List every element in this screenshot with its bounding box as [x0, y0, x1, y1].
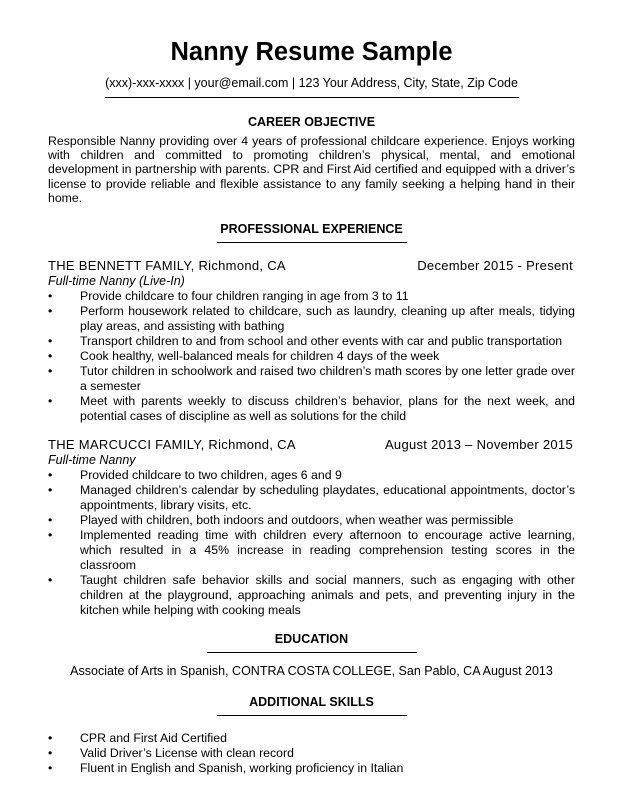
- skills-divider: [217, 715, 407, 716]
- job-dates: August 2013 – November 2015: [384, 437, 573, 453]
- list-item: [48, 573, 575, 618]
- bullet-icon: •: [48, 468, 53, 483]
- list-item: [48, 468, 575, 483]
- job-employer: THE BENNETT FAMILY, Richmond, CA: [48, 258, 286, 274]
- page-title: Nanny Resume Sample: [170, 38, 453, 66]
- job-bullets: [48, 289, 575, 424]
- bullet-text: Taught children safe behavior skills and social manners, such as engaging with other children at the playground, approaching animals and pets, and preventing injury in the kitchen while helping with cooking meals: [80, 573, 575, 618]
- bullet-icon: •: [48, 364, 53, 379]
- list-item: [48, 528, 575, 573]
- job-dates: December 2015 - Present: [417, 258, 573, 274]
- list-item: [48, 513, 575, 528]
- list-item: [48, 364, 575, 394]
- bullet-text: Perform housework related to childcare, such as laundry, cleaning up after meals, tidying play areas, and assisting with bathing: [80, 304, 575, 334]
- bullet-icon: •: [48, 349, 53, 364]
- bullet-icon: •: [48, 761, 53, 776]
- bullet-text: Transport children to and from school and other events with car and public transportation: [80, 334, 563, 349]
- list-item: [48, 289, 575, 304]
- job-title: Full-time Nanny: [48, 453, 136, 468]
- bullet-icon: •: [48, 483, 53, 498]
- bullet-icon: •: [48, 513, 53, 528]
- skill-text: Fluent in English and Spanish, working proficiency in Italian: [80, 761, 404, 776]
- bullet-text: Cook healthy, well-balanced meals for children 4 days of the week: [80, 349, 440, 364]
- bullet-icon: •: [48, 289, 53, 304]
- objective-heading: CAREER OBJECTIVE: [247, 115, 376, 129]
- bullet-text: Meet with parents weekly to discuss children’s behavior, plans for the next week, and potential cases of discipline as well as solutions for the child: [80, 394, 575, 424]
- job-entry-marcucci: [48, 437, 575, 618]
- objective-text: Responsible Nanny providing over 4 years of professional childcare experience. Enjoys working with children and committed to promoting children’s physical, mental, and emotional development in partnership with parents. CPR and First Aid certified and equipped with a driver’s license to provide reliable and flexible assistance to any family seeking a helping hand in their home.: [48, 134, 575, 205]
- job-title: Full-time Nanny (Live-In): [48, 274, 185, 289]
- job-header: [48, 437, 575, 453]
- bullet-icon: •: [48, 304, 53, 319]
- bullet-icon: •: [48, 334, 53, 349]
- list-item: [48, 394, 575, 424]
- education-heading: EDUCATION: [274, 632, 349, 647]
- experience-heading: PROFESSIONAL EXPERIENCE: [220, 222, 403, 237]
- job-bullets: [48, 468, 575, 618]
- list-item: [48, 761, 575, 776]
- job-header: [48, 258, 575, 274]
- job-entry-bennett: [48, 258, 575, 424]
- bullet-text: Implemented reading time with children every afternoon to encourage active learning, which resulted in a 45% increase in reading comprehension testing scores in the classroom: [80, 528, 575, 573]
- bullet-text: Tutor children in schoolwork and raised two children’s math scores by one letter grade over a semester: [80, 364, 575, 394]
- list-item: [48, 349, 575, 364]
- bullet-icon: •: [48, 573, 53, 588]
- bullet-text: Managed children’s calendar by scheduling playdates, educational appointments, doctor’s appointments, library visits, etc.: [80, 483, 575, 513]
- bullet-text: Played with children, both indoors and outdoors, when weather was permissible: [80, 513, 514, 528]
- list-item: [48, 731, 575, 746]
- experience-divider: [217, 242, 407, 243]
- list-item: [48, 304, 575, 334]
- header-divider: [105, 97, 519, 98]
- list-item: [48, 746, 575, 761]
- skill-text: CPR and First Aid Certified: [80, 731, 227, 746]
- skills-list: [48, 731, 575, 776]
- list-item: [48, 483, 575, 513]
- skill-text: Valid Driver’s License with clean record: [80, 746, 294, 761]
- contact-line: (xxx)-xxx-xxxx | your@email.com | 123 Your Address, City, State, Zip Code: [105, 76, 518, 90]
- job-employer: THE MARCUCCI FAMILY, Richmond, CA: [48, 437, 296, 453]
- education-divider: [207, 652, 417, 653]
- bullet-text: Provide childcare to four children ranging in age from 3 to 11: [80, 289, 409, 304]
- bullet-icon: •: [48, 528, 53, 543]
- bullet-icon: •: [48, 746, 53, 761]
- skills-heading: ADDITIONAL SKILLS: [249, 695, 374, 710]
- bullet-icon: •: [48, 394, 53, 409]
- education-entry: Associate of Arts in Spanish, CONTRA COSTA COLLEGE, San Pablo, CA August 2013: [70, 664, 553, 679]
- bullet-icon: •: [48, 731, 53, 746]
- list-item: [48, 334, 575, 349]
- bullet-text: Provided childcare to two children, ages 6 and 9: [80, 468, 342, 483]
